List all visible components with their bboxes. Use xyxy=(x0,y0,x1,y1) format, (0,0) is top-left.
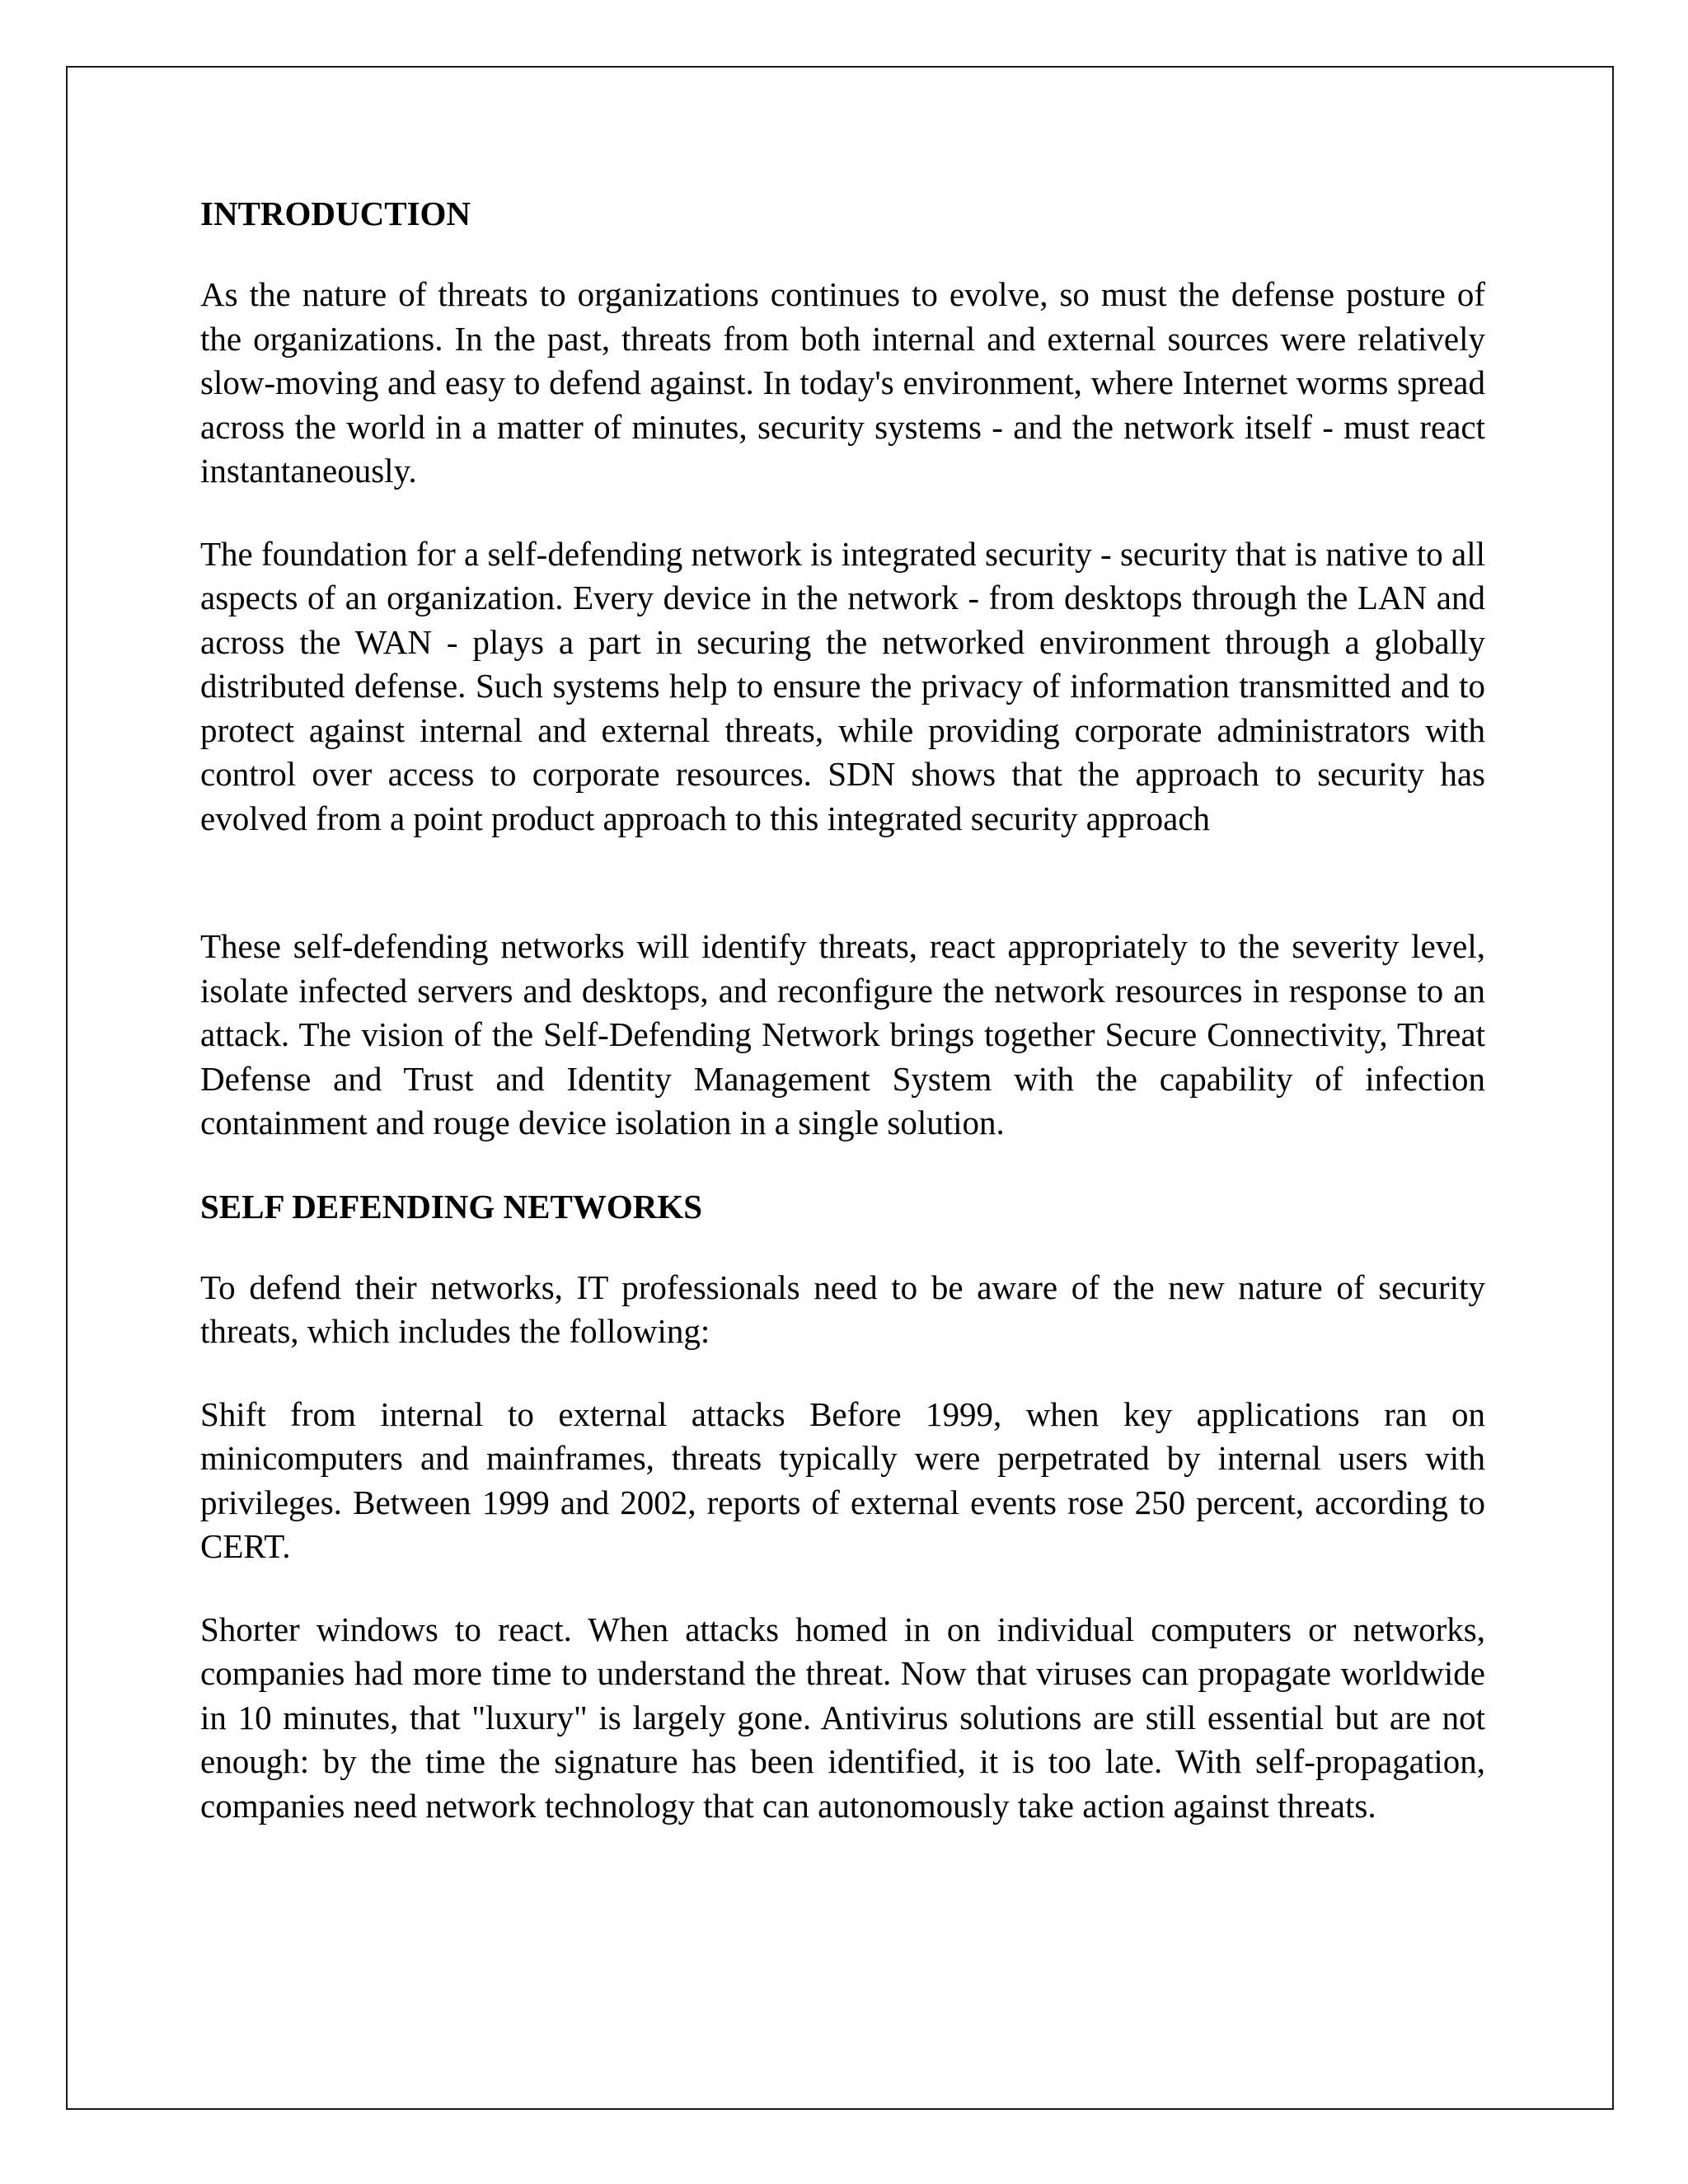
document-body xyxy=(200,191,1485,1828)
paragraph: The foundation for a self-defending network is integrated security - security that is native to all aspects of an organization. Every device in the network - from desktops through the LAN and across the WAN - plays a part in securing the networked environment through a globally distributed defense. Such systems help to ensure the privacy of information transmitted and to protect against internal and external threats, while providing corporate administrators with control over access to corporate resources. SDN shows that the approach to security has evolved from a point product approach to this integrated security approach xyxy=(200,534,1485,837)
paragraph: Shorter windows to react. When attacks homed in on individual computers or networks, companies had more time to understand the threat. Now that viruses can propagate worldwide in 10 minutes, that "luxury" is largely gone. Antivirus solutions are still essential but are not enough: by the time the signature has been identified, it is too late. With self-propagation, companies need network technology that can autonomously take action against threats. xyxy=(200,1610,1485,1825)
section-heading-self-defending-networks: SELF DEFENDING NETWORKS xyxy=(200,1187,703,1226)
paragraph: These self-defending networks will identify threats, react appropriately to the severity level, isolate infected servers and desktops, and reconfigure the network resources in response to an attack. The vision of the Self-Defending Network brings together Secure Connectivity, Threat Defense and Trust and Identity Management System with the capability of infection containment and rouge device isolation in a single solution. xyxy=(200,927,1485,1141)
section-heading-introduction: INTRODUCTION xyxy=(200,194,471,232)
paragraph: Shift from internal to external attacks Before 1999, when key applications ran on minicomputers and mainframes, threats typically were perpetrated by internal users with privileges. Between 1999 and 2002, reports of external events rose 250 percent, according to CERT. xyxy=(200,1394,1485,1565)
paragraph: To defend their networks, IT professionals need to be aware of the new nature of security threats, which includes the following: xyxy=(200,1268,1485,1350)
paragraph: As the nature of threats to organizations continues to evolve, so must the defense posture of the organizations. In the past, threats from both internal and external sources were relatively slow-moving and easy to defend against. In today's environment, where Internet worms spread across the world in a matter of minutes, security systems - and the network itself - must react instantaneously. xyxy=(200,275,1485,490)
